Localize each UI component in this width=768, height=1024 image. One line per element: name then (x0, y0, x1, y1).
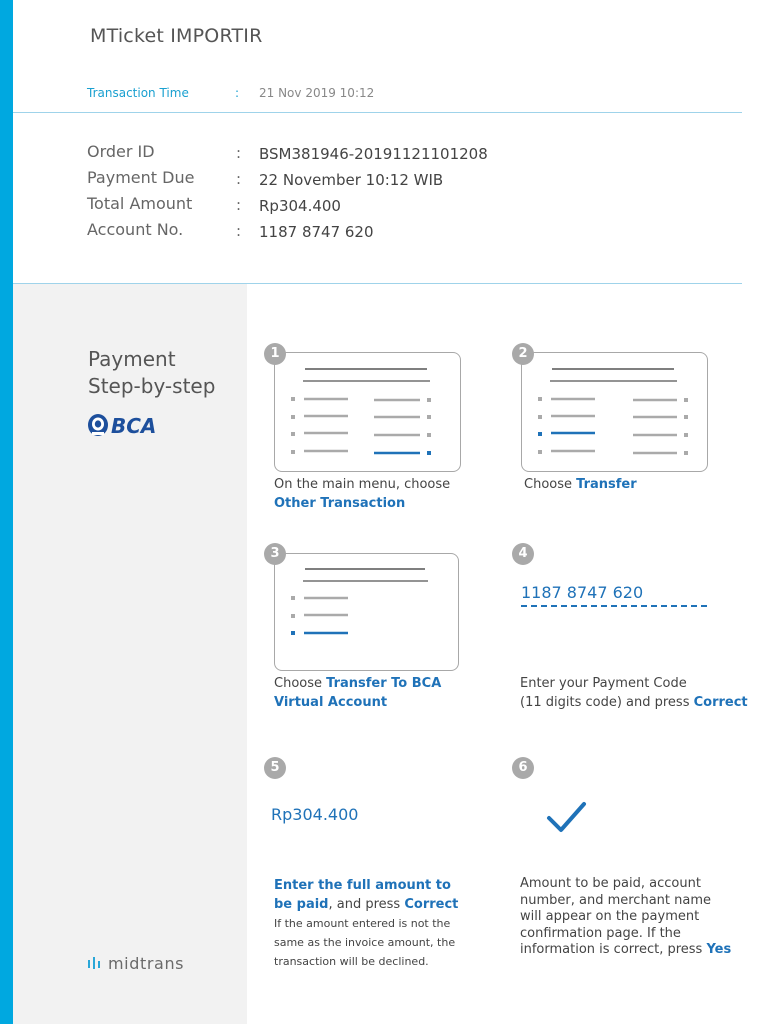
transaction-time-label: Transaction Time (87, 86, 189, 100)
step-number-badge: 4 (512, 543, 534, 565)
step-3-caption: Choose Transfer To BCA Virtual Account (274, 676, 442, 710)
account-no-label: Account No. (87, 220, 184, 239)
merchant-title: MTicket IMPORTIR (90, 25, 263, 47)
step-number-badge: 1 (264, 343, 286, 365)
svg-text:BCA: BCA (111, 414, 157, 438)
code-underline (521, 605, 707, 607)
midtrans-wordmark: midtrans (108, 953, 185, 973)
atm-screen-illustration (274, 553, 459, 671)
step-5-caption: Enter the full amount to be paid, and press Correct If the amount entered is not the same as the invoice amount, the transaction will be declined. (274, 878, 459, 968)
order-id-label: Order ID (87, 142, 155, 161)
payment-due-label: Payment Due (87, 168, 195, 187)
transaction-time-value: 21 Nov 2019 10:12 (259, 86, 375, 100)
step-number-badge: 2 (512, 343, 534, 365)
atm-screen-illustration (274, 352, 461, 472)
step-number-badge: 5 (264, 757, 286, 779)
total-amount-label: Total Amount (87, 194, 193, 213)
steps-title: Payment Step-by-step (88, 347, 216, 398)
step-6-caption: Amount to be paid, account number, and merchant name will appear on the payment confirmation page. If the information is correct, press Yes (520, 876, 732, 957)
midtrans-logo (88, 951, 184, 975)
amount-display: Rp304.400 (271, 805, 359, 824)
atm-screen-illustration (521, 352, 708, 472)
step-number-badge: 6 (512, 757, 534, 779)
divider (13, 112, 742, 113)
total-amount-value: Rp304.400 (259, 197, 341, 215)
step-4-caption: Enter your Payment Code (11 digits code) and press Correct (520, 676, 748, 710)
accent-stripe (0, 0, 13, 1024)
step-2-caption: Choose Transfer (524, 477, 637, 492)
bca-logo-icon (88, 412, 163, 438)
step-number-badge: 3 (264, 543, 286, 565)
order-id-value: BSM381946-20191121101208 (259, 145, 488, 163)
separator: : (236, 144, 242, 162)
separator: : (235, 86, 240, 100)
midtrans-mark-icon (88, 956, 102, 970)
step-1-caption: On the main menu, choose Other Transaction (274, 477, 451, 511)
checkmark-icon (545, 800, 589, 836)
payment-code-display: 1187 8747 620 (521, 583, 644, 602)
payment-due-value: 22 November 10:12 WIB (259, 171, 444, 189)
separator: : (236, 196, 242, 214)
separator: : (236, 222, 242, 240)
separator: : (236, 170, 242, 188)
account-no-value: 1187 8747 620 (259, 223, 374, 241)
